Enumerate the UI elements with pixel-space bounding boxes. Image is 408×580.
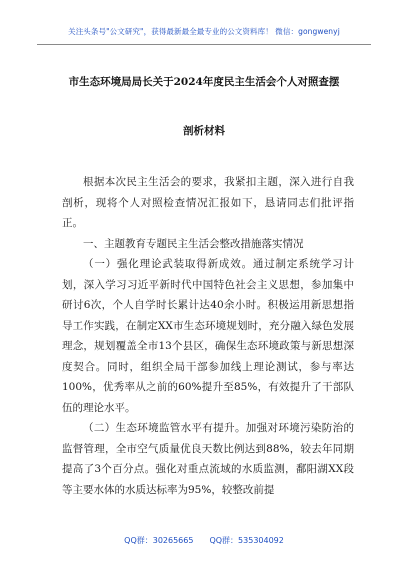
body-paragraph-1: （一）强化理论武装取得新成效。通过制定系统学习计划，深入学习习近平新时代中国特色社会主义思想，参加集中研讨6次，个人自学时长累计达40余小时。积极运用新思想指导工作实践，在制定XX市生态环境规划时，充分融入绿色发展理念，规划覆盖全市13个县区，确保生态环境政策与新思想深度契合。同时，组织全局干部参加线上理论测试，参与率达100%，优秀率从之前的60%提升至85%，有效提升了干部队伍的理论水平。 [62,258,354,414]
header-banner: 关注头条号"公文研究"，获得最新最全最专业的公文资料库！ 微信：gongwenyj [68,27,340,36]
intro-paragraph: 根据本次民主生活会的要求，我紧扣主题，深入进行自我剖析，现将个人对照检查情况汇报如下，恳请同志们批评指正。 [62,176,354,229]
header-divider [37,44,371,45]
document-title-continued: 剖析材料 [183,125,225,137]
footer-qq-group-2: QQ群：535304092 [209,536,284,545]
footer-qq-group-1: QQ群：30265665 [124,536,194,545]
document-title: 市生态环境局局长关于2024年度民主生活会个人对照查摆 [68,76,340,88]
section-heading: 一、主题教育专题民主生活会整改措施落实情况 [83,237,304,250]
body-paragraph-2: （二）生态环境监管水平有提升。加强对环境污染防治的监督管理，全市空气质量优良天数比例达到88%，较去年同期提高了3个百分点。强化对重点流域的水质监测，鄱阳湖XX段等主要水体的水质达标率为95%，较整改前提 [62,422,354,496]
footer [0,535,408,546]
document-body [62,172,354,500]
